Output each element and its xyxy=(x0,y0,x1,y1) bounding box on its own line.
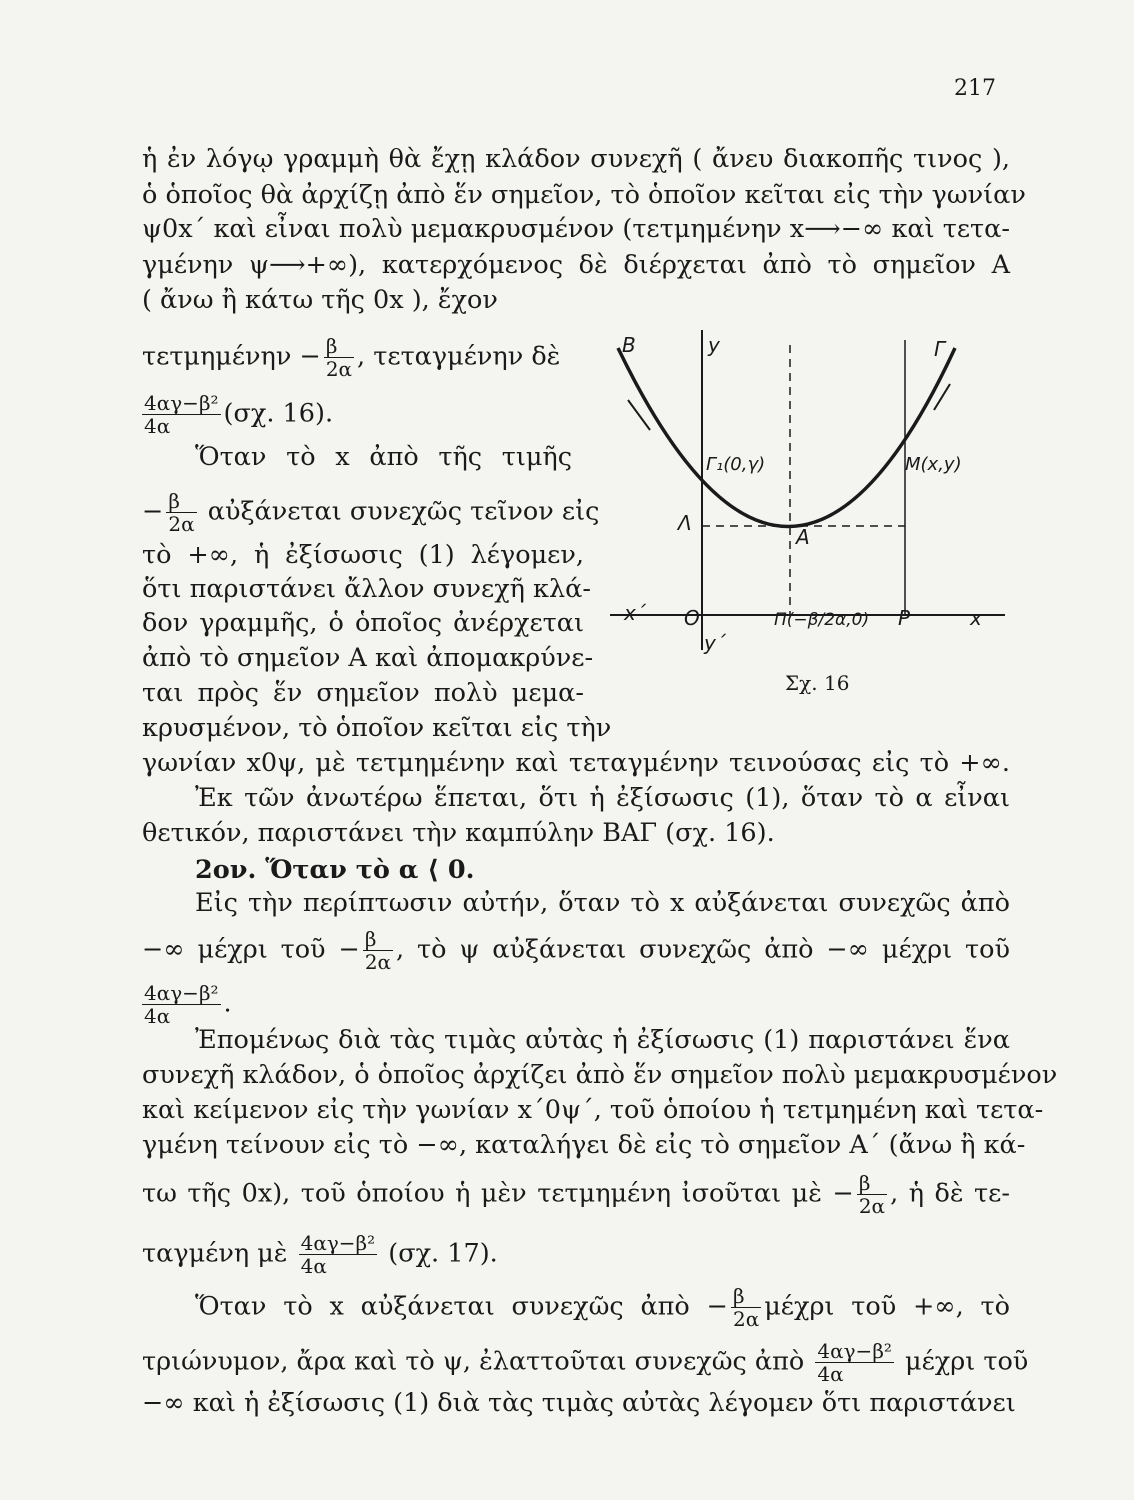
text-line: γμένη τείνουν εἰς τὸ −∞, καταλήγει δὲ εἰς τὸ σημεῖον Α΄ (ἄνω ἢ κά- xyxy=(142,1130,1026,1160)
label-O: O xyxy=(684,606,700,630)
text-line-discriminant: $\frac{\text{4αγ−β²}}{4\alpha}$ . xyxy=(144,981,232,1028)
text-line-discriminant: $\frac{\text{4αγ−β²}}{4\alpha}$ (σχ. 16). xyxy=(144,391,334,438)
text-line: τὸ +∞, ἡ ἐξίσωσις (1) λέγομεν, xyxy=(142,540,584,570)
page-number: 217 xyxy=(954,76,996,101)
label-y-prime: y΄ xyxy=(704,631,726,655)
label-x-prime: x΄ xyxy=(624,601,646,625)
text-line-auxanetai: − $\frac{\beta}{2\alpha}$ αὐξάνεται συνεχῶς τεῖνον εἰς xyxy=(142,489,600,536)
fraction-discriminant: $\frac{\text{4αγ−β²}}{4\alpha}$ xyxy=(300,1231,376,1278)
label-P-point: Π(−β/2α,0) xyxy=(774,610,870,630)
label-A: A xyxy=(796,525,810,549)
section-heading: 2ον. Ὅταν τὸ α ⟨ 0. xyxy=(195,855,475,885)
text-line: ( ἄνω ἢ κάτω τῆς 0x ), ἔχον xyxy=(142,285,498,315)
text-line-tetmimeni-isoutai: τω τῆς 0x), τοῦ ὁποίου ἡ μὲν τετμημένη ἰσοῦται μὲ − $\frac{\beta}{2\alpha}$ , ἡ δὲ τε- xyxy=(142,1171,1010,1218)
figure-16-parabola xyxy=(600,320,1020,710)
text-line: ἀπὸ τὸ σημεῖον Α καὶ ἀπομακρύνε- xyxy=(142,643,594,673)
text-line: ὁ ὁποῖος θὰ ἀρχίζῃ ἀπὸ ἕν σημεῖον, τὸ ὁποῖον κεῖται εἰς τὴν γωνίαν xyxy=(142,180,1026,210)
text-line: ἡ ἐν λόγῳ γραμμὴ θὰ ἔχῃ κλάδον συνεχῆ ( ἄνευ διακοπῆς τινος ), xyxy=(142,144,1010,174)
text-line-tetagmeni: ταγμένη μὲ $\frac{\text{4αγ−β²}}{4\alpha}$ (σχ. 17). xyxy=(142,1231,498,1278)
figure-caption: Σχ. 16 xyxy=(785,671,850,695)
text-line-otan-x: Ὅταν τὸ x αὐξάνεται συνεχῶς ἀπὸ − $\frac{\beta}{2\alpha}$ μέχρι τοῦ +∞, τὸ xyxy=(195,1284,1010,1331)
text-line-trionymon: τριώνυμον, ἄρα καὶ τὸ ψ, ἐλαττοῦται συνεχῶς ἀπὸ $\frac{\text{4αγ−β²}}{4\alpha}$ μέχρι τοῦ xyxy=(142,1339,1029,1386)
text-line: συνεχῆ κλάδον, ὁ ὁποῖος ἀρχίζει ἀπὸ ἕν σημεῖον πολὺ μεμακρυσμένον xyxy=(142,1060,1058,1090)
text-line: κρυσμένον, τὸ ὁποῖον κεῖται εἰς τὴν xyxy=(142,713,612,743)
text-line: γμένην ψ⟶+∞), κατερχόμενος δὲ διέρχεται ἀπὸ τὸ σημεῖον Α xyxy=(142,250,1010,280)
fraction-discriminant: $\frac{\text{4αγ−β²}}{4\alpha}$ xyxy=(144,981,219,1028)
label-G1: Γ₁(0,γ) xyxy=(706,454,766,475)
text-line: ται πρὸς ἕν σημεῖον πολὺ μεμα- xyxy=(142,678,584,708)
label-M: M(x,y) xyxy=(905,454,962,475)
text-line-tetmimeni: τετμημένην − $\frac{\beta}{2\alpha}$ , τεταγμένην δὲ xyxy=(142,334,561,381)
text-line: Ἐπομένως διὰ τὰς τιμὰς αὐτὰς ἡ ἐξίσωσις (1) παριστάνει ἕνα xyxy=(195,1025,1010,1055)
text-line: Ἐκ τῶν ἀνωτέρω ἕπεται, ὅτι ἡ ἐξίσωσις (1), ὅταν τὸ α εἶναι xyxy=(195,783,1010,813)
text-line-mexri: −∞ μέχρι τοῦ − $\frac{\beta}{2\alpha}$ , τὸ ψ αὐξάνεται συνεχῶς ἀπὸ −∞ μέχρι τοῦ xyxy=(142,927,1010,974)
text-line: ψ0x΄ καὶ εἶναι πολὺ μεμακρυσμένον (τετμημένην x⟶−∞ καὶ τετα- xyxy=(142,214,1010,244)
fraction-beta-2alpha: $\frac{\beta}{2\alpha}$ xyxy=(325,334,353,381)
label-Gamma: Γ xyxy=(934,337,946,361)
label-y: y xyxy=(708,333,720,357)
label-p: P xyxy=(898,606,911,630)
text-line: καὶ κείμενον εἰς τὴν γωνίαν x΄0ψ΄, τοῦ ὁποίου ἡ τετμημένη καὶ τετα- xyxy=(142,1095,1044,1125)
fraction-beta-2alpha: $\frac{\beta}{2\alpha}$ xyxy=(858,1171,886,1218)
text-line: −∞ καὶ ἡ ἐξίσωσις (1) διὰ τὰς τιμὰς αὐτὰς λέγομεν ὅτι παριστάνει xyxy=(142,1388,1016,1418)
fraction-discriminant: $\frac{\text{4αγ−β²}}{4\alpha}$ xyxy=(817,1339,892,1386)
label-x: x xyxy=(970,606,982,630)
fraction-discriminant: $\frac{\text{4αγ−β²}}{4\alpha}$ xyxy=(144,391,219,438)
text-line: γωνίαν x0ψ, μὲ τετμημένην καὶ τεταγμένην τεινούσας εἰς τὸ +∞. xyxy=(142,748,1010,778)
label-B: B xyxy=(622,333,636,357)
text-line: Ὅταν τὸ x ἀπὸ τῆς τιμῆς xyxy=(195,442,572,472)
text-line: θετικόν, παριστάνει τὴν καμπύλην ΒΑΓ (σχ. 16). xyxy=(142,818,775,848)
label-Lambda: Λ xyxy=(678,511,692,535)
text-line: δον γραμμῆς, ὁ ὁποῖος ἀνέρχεται xyxy=(142,608,584,638)
text-line: Εἰς τὴν περίπτωσιν αὐτήν, ὅταν τὸ x αὐξάνεται συνεχῶς ἀπὸ xyxy=(195,888,1010,918)
fraction-beta-2alpha: $\frac{\beta}{2\alpha}$ xyxy=(168,489,195,536)
fraction-beta-2alpha: $\frac{\beta}{2\alpha}$ xyxy=(732,1284,760,1331)
fraction-beta-2alpha: $\frac{\beta}{2\alpha}$ xyxy=(364,927,392,974)
text-line: ὅτι παριστάνει ἄλλον συνεχῆ κλά- xyxy=(142,574,591,604)
